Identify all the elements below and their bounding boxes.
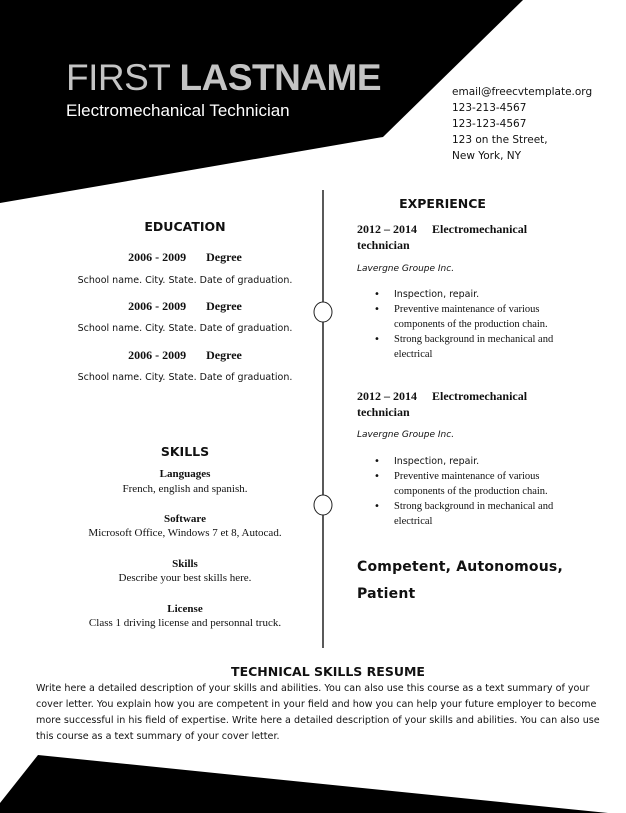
skill-heading: License: [167, 603, 203, 615]
timeline-circle-2: [314, 495, 332, 515]
experience-role-cont: technician: [357, 238, 410, 252]
experience-heading: [357, 388, 557, 420]
education-details: School name. City. State. Date of graduation.: [77, 275, 293, 286]
bullet-item: • Strong background in mechanical and electrical: [372, 332, 582, 362]
bullet-item: • Inspection, repair.: [372, 287, 582, 302]
education-details: School name. City. State. Date of graduation.: [77, 372, 293, 383]
education-degree: Degree: [206, 250, 242, 264]
contact-address-2: New York, NY: [452, 150, 522, 162]
bullet-item: • Preventive maintenance of various components of the production chain.: [372, 469, 582, 499]
personal-traits: [357, 554, 563, 608]
contact-phone-2: 123-123-4567: [452, 118, 527, 130]
experience-years: 2012 – 2014: [357, 222, 417, 236]
bullet-item: • Preventive maintenance of various components of the production chain.: [372, 302, 582, 332]
skill-value: Class 1 driving license and personnal truck.: [88, 617, 282, 629]
experience-company: Lavergne Groupe Inc.: [357, 264, 455, 274]
skill-value: Microsoft Office, Windows 7 et 8, Autocad.: [88, 527, 282, 539]
education-degree: Degree: [206, 348, 242, 362]
experience-role: Electromechanical: [432, 389, 528, 403]
bullet-item: • Strong background in mechanical and electrical: [372, 499, 582, 529]
technical-skills-title: TECHNICAL SKILLS RESUME: [231, 664, 425, 679]
last-name: LASTNAME: [179, 57, 382, 98]
experience-role-cont: technician: [357, 405, 410, 419]
skill-heading: Software: [164, 513, 206, 525]
experience-company: Lavergne Groupe Inc.: [357, 430, 455, 440]
experience-bullets: [372, 287, 582, 362]
experience-years: 2012 – 2014: [357, 389, 417, 403]
education-degree-line: [60, 348, 310, 363]
education-degree-line: [60, 299, 310, 314]
traits-line-1: Competent, Autonomous,: [357, 559, 563, 575]
education-years: 2006 - 2009: [128, 250, 187, 264]
education-title: EDUCATION: [144, 219, 226, 234]
education-degree: Degree: [206, 299, 242, 313]
education-years: 2006 - 2009: [128, 299, 187, 313]
experience-title: EXPERIENCE: [399, 196, 486, 211]
skill-heading: Languages: [159, 468, 211, 480]
education-details: School name. City. State. Date of graduation.: [77, 323, 293, 334]
full-name: [66, 56, 381, 100]
traits-line-2: Patient: [357, 586, 416, 602]
footer-black-shape: [0, 755, 608, 813]
education-degree-line: [60, 250, 310, 265]
skill-heading: Skills: [172, 558, 198, 570]
contact-block: [452, 84, 592, 164]
timeline-circle-1: [314, 302, 332, 322]
skills-title: SKILLS: [160, 444, 210, 459]
technical-skills-text: Write here a detailed description of your skills and abilities. You can also use this course as a text summary of your cover letter. You explain how you are competent in your field and how you can help your future employer to become more successful in his field of expertise. Write here a detailed description of your skills and abilities. You can also use this course as a text summary of your cover letter.: [36, 683, 600, 742]
contact-email: email@freecvtemplate.org: [452, 86, 593, 98]
skill-value: French, english and spanish.: [122, 483, 248, 495]
contact-phone-1: 123-213-4567: [452, 102, 527, 114]
skill-value: Describe your best skills here.: [118, 572, 252, 584]
bullet-item: • Inspection, repair.: [372, 454, 582, 469]
experience-heading: [357, 221, 557, 253]
experience-role: Electromechanical: [432, 222, 528, 236]
contact-address-1: 123 on the Street,: [452, 134, 548, 146]
experience-bullets: [372, 454, 582, 529]
education-years: 2006 - 2009: [128, 348, 187, 362]
job-title: Electromechanical Technician: [66, 101, 290, 120]
first-name: FIRST: [66, 57, 170, 98]
